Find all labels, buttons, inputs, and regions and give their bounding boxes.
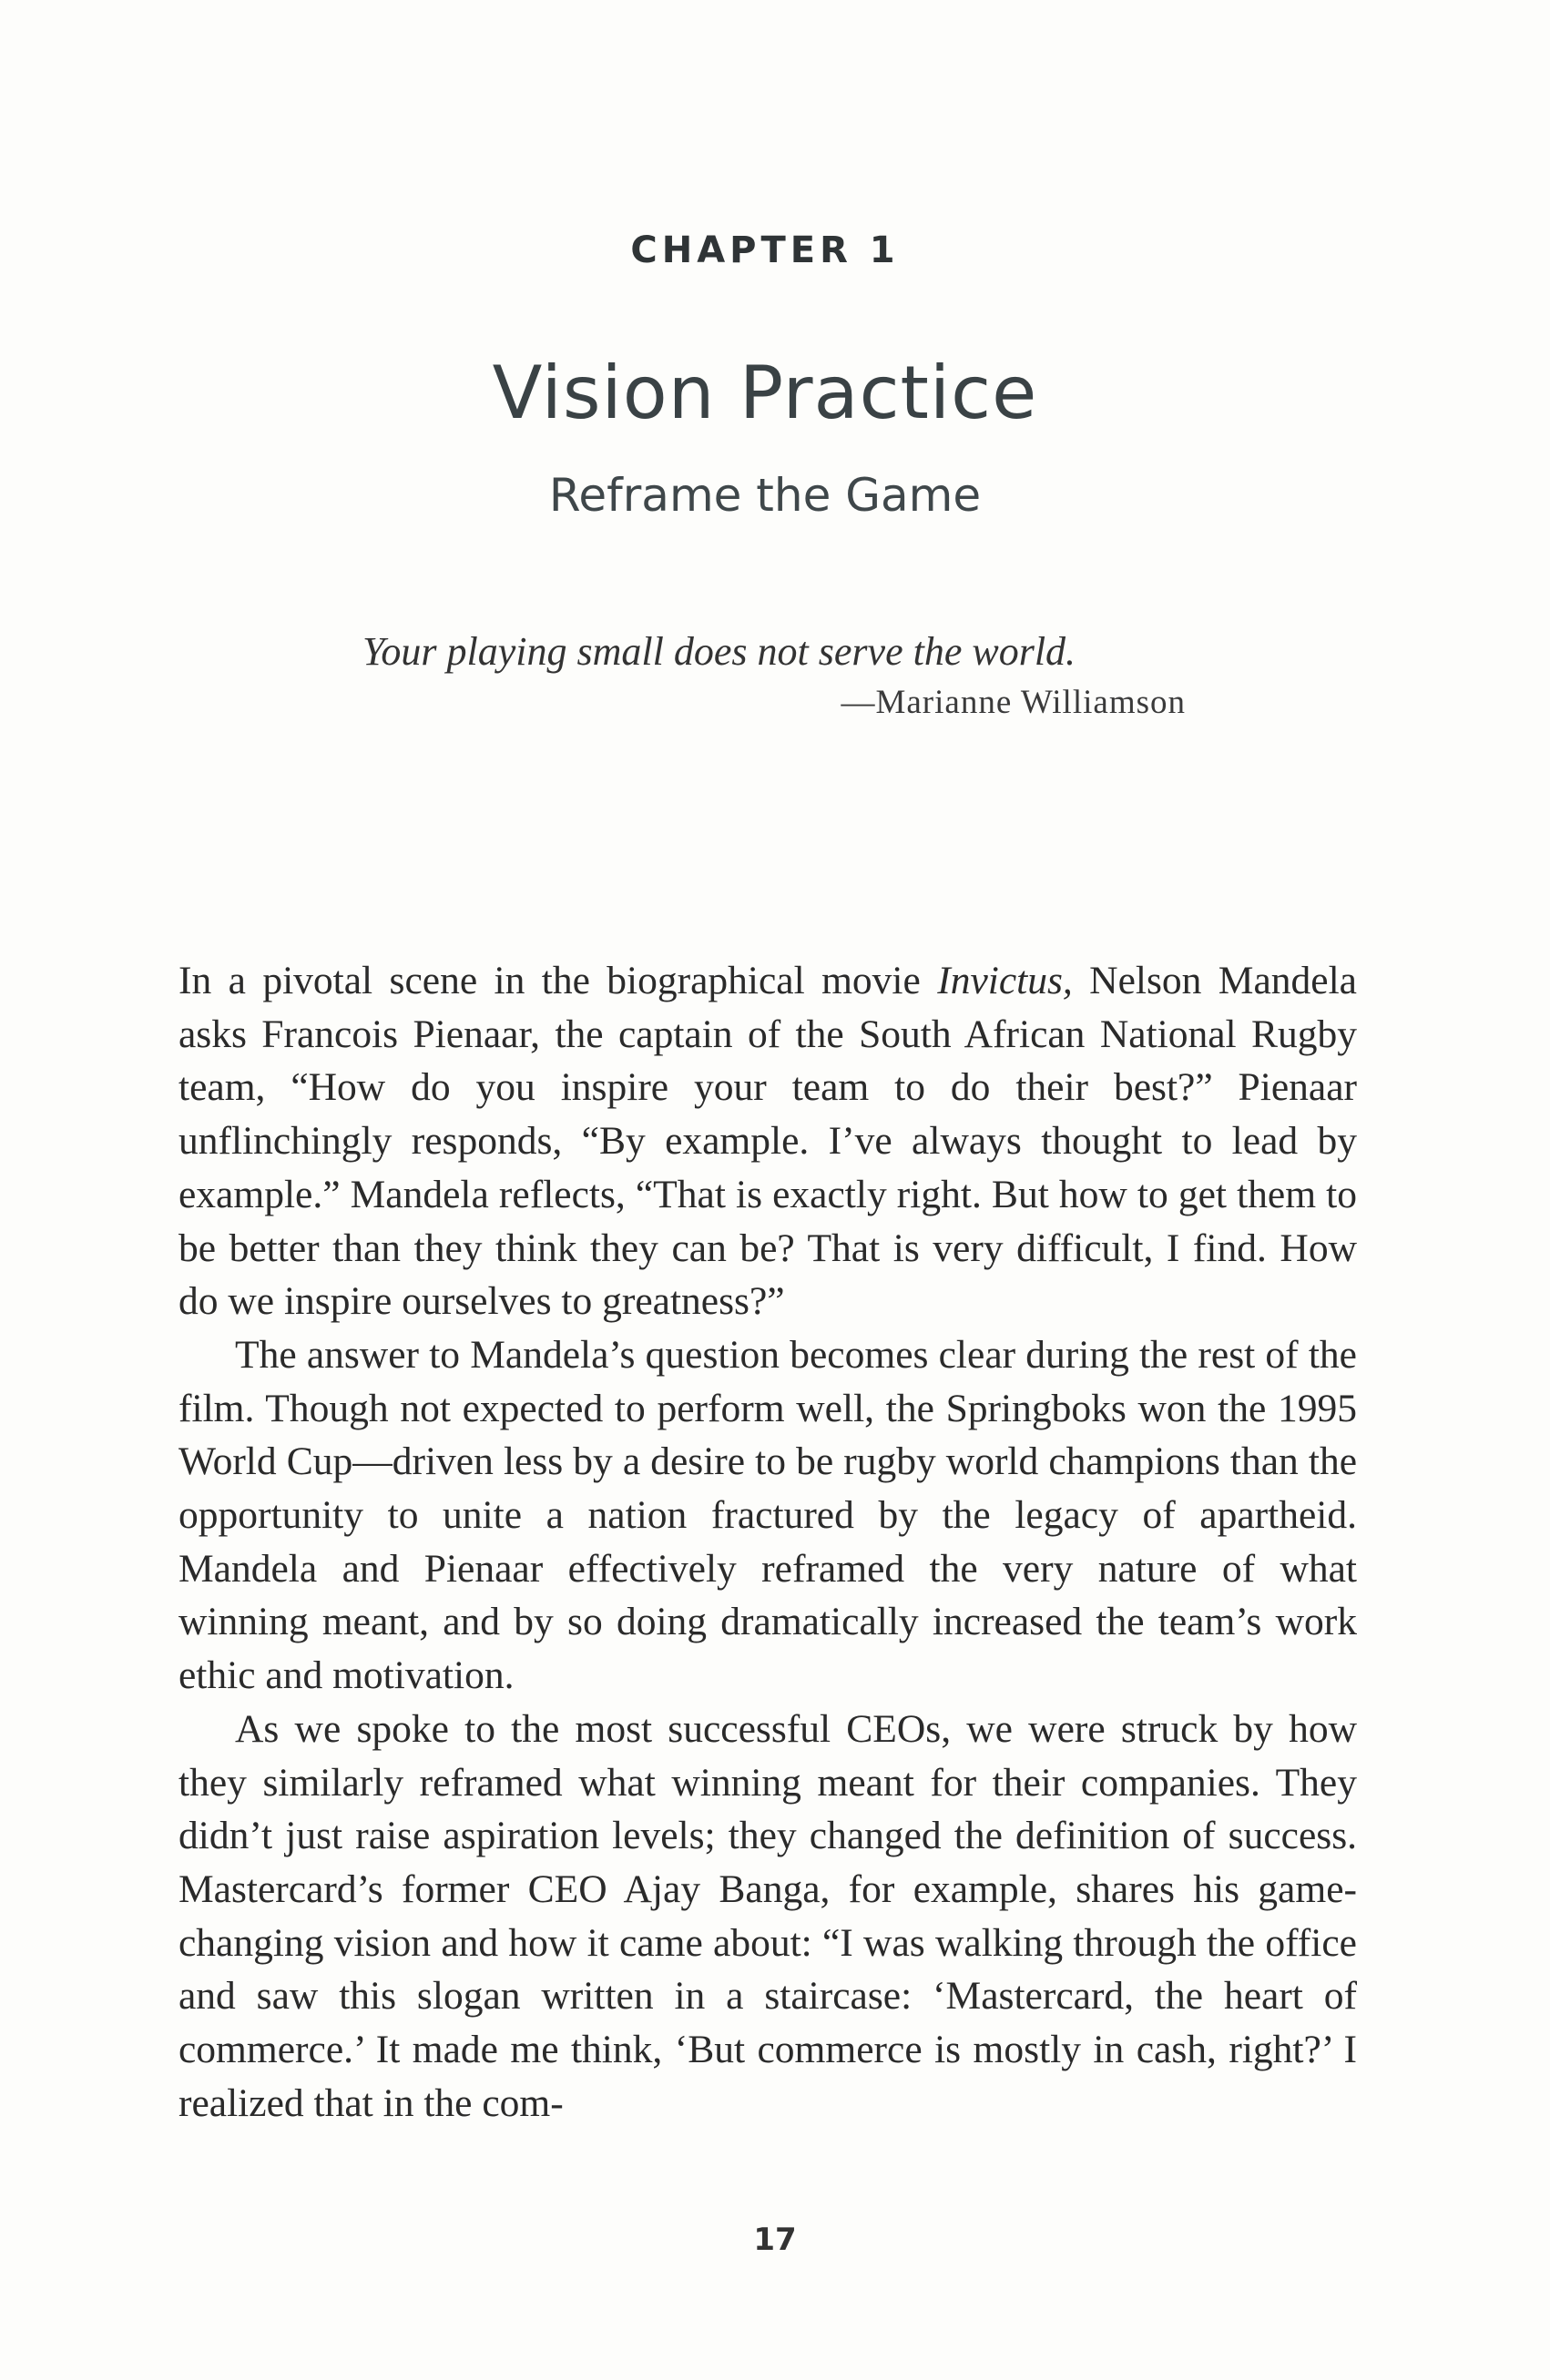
paragraph-2: The answer to Mandela’s question becomes clear during the rest of the film. Though not expected to perform well, the Springboks won the 1995 World Cup—driven less by a desire to be rugby world champions than the opportunity to unite a nation fractured by the legacy of apartheid. Mandela and Pienaar effectively reframed the very nature of what winning meant, and by so doing dramatically increased the team’s work ethic and motivation. <box>178 1332 1357 1698</box>
paragraph-1-intro: In a pivotal scene in the biographical movie <box>178 959 938 1002</box>
paragraph-1-rest: Nelson Mandela asks Francois Pienaar, the captain of the South African National Rugby team, “How do you inspire your team to do their best?” Pienaar unflinchingly responds, “By example. I’ve always thought to lead by example.” Mandela reflects, “That is exactly right. But how to get them to be better than they think they can be? That is very difficult, I find. How do we inspire ourselves to greatness?” <box>178 959 1357 1324</box>
movie-title: Invictus, <box>937 959 1073 1002</box>
chapter-label: CHAPTER 1 <box>630 229 900 271</box>
chapter-subtitle: Reframe the Game <box>548 469 982 522</box>
epigraph-quote: Your playing small does not serve the world. <box>362 629 1076 674</box>
epigraph-attribution: —Marianne Williamson <box>841 684 1186 721</box>
paragraph-1 <box>178 954 1357 1328</box>
paragraph-3: As we spoke to the most successful CEOs, we were struck by how they similarly reframed what winning meant for their companies. They didn’t just raise aspiration levels; they changed the definition of success. Mastercard’s former CEO Ajay Banga, for example, shares his game-changing vision and how it came about: “I was walking through the office and saw this slogan written in a staircase: ‘Mastercard, the heart of commerce.’ It made me think, ‘But commerce is mostly in cash, right?’ I realized that in the com- <box>178 1706 1357 2125</box>
page-number: 17 <box>753 2222 797 2258</box>
chapter-title: Vision Practice <box>492 351 1038 435</box>
body-text <box>178 954 1357 2130</box>
